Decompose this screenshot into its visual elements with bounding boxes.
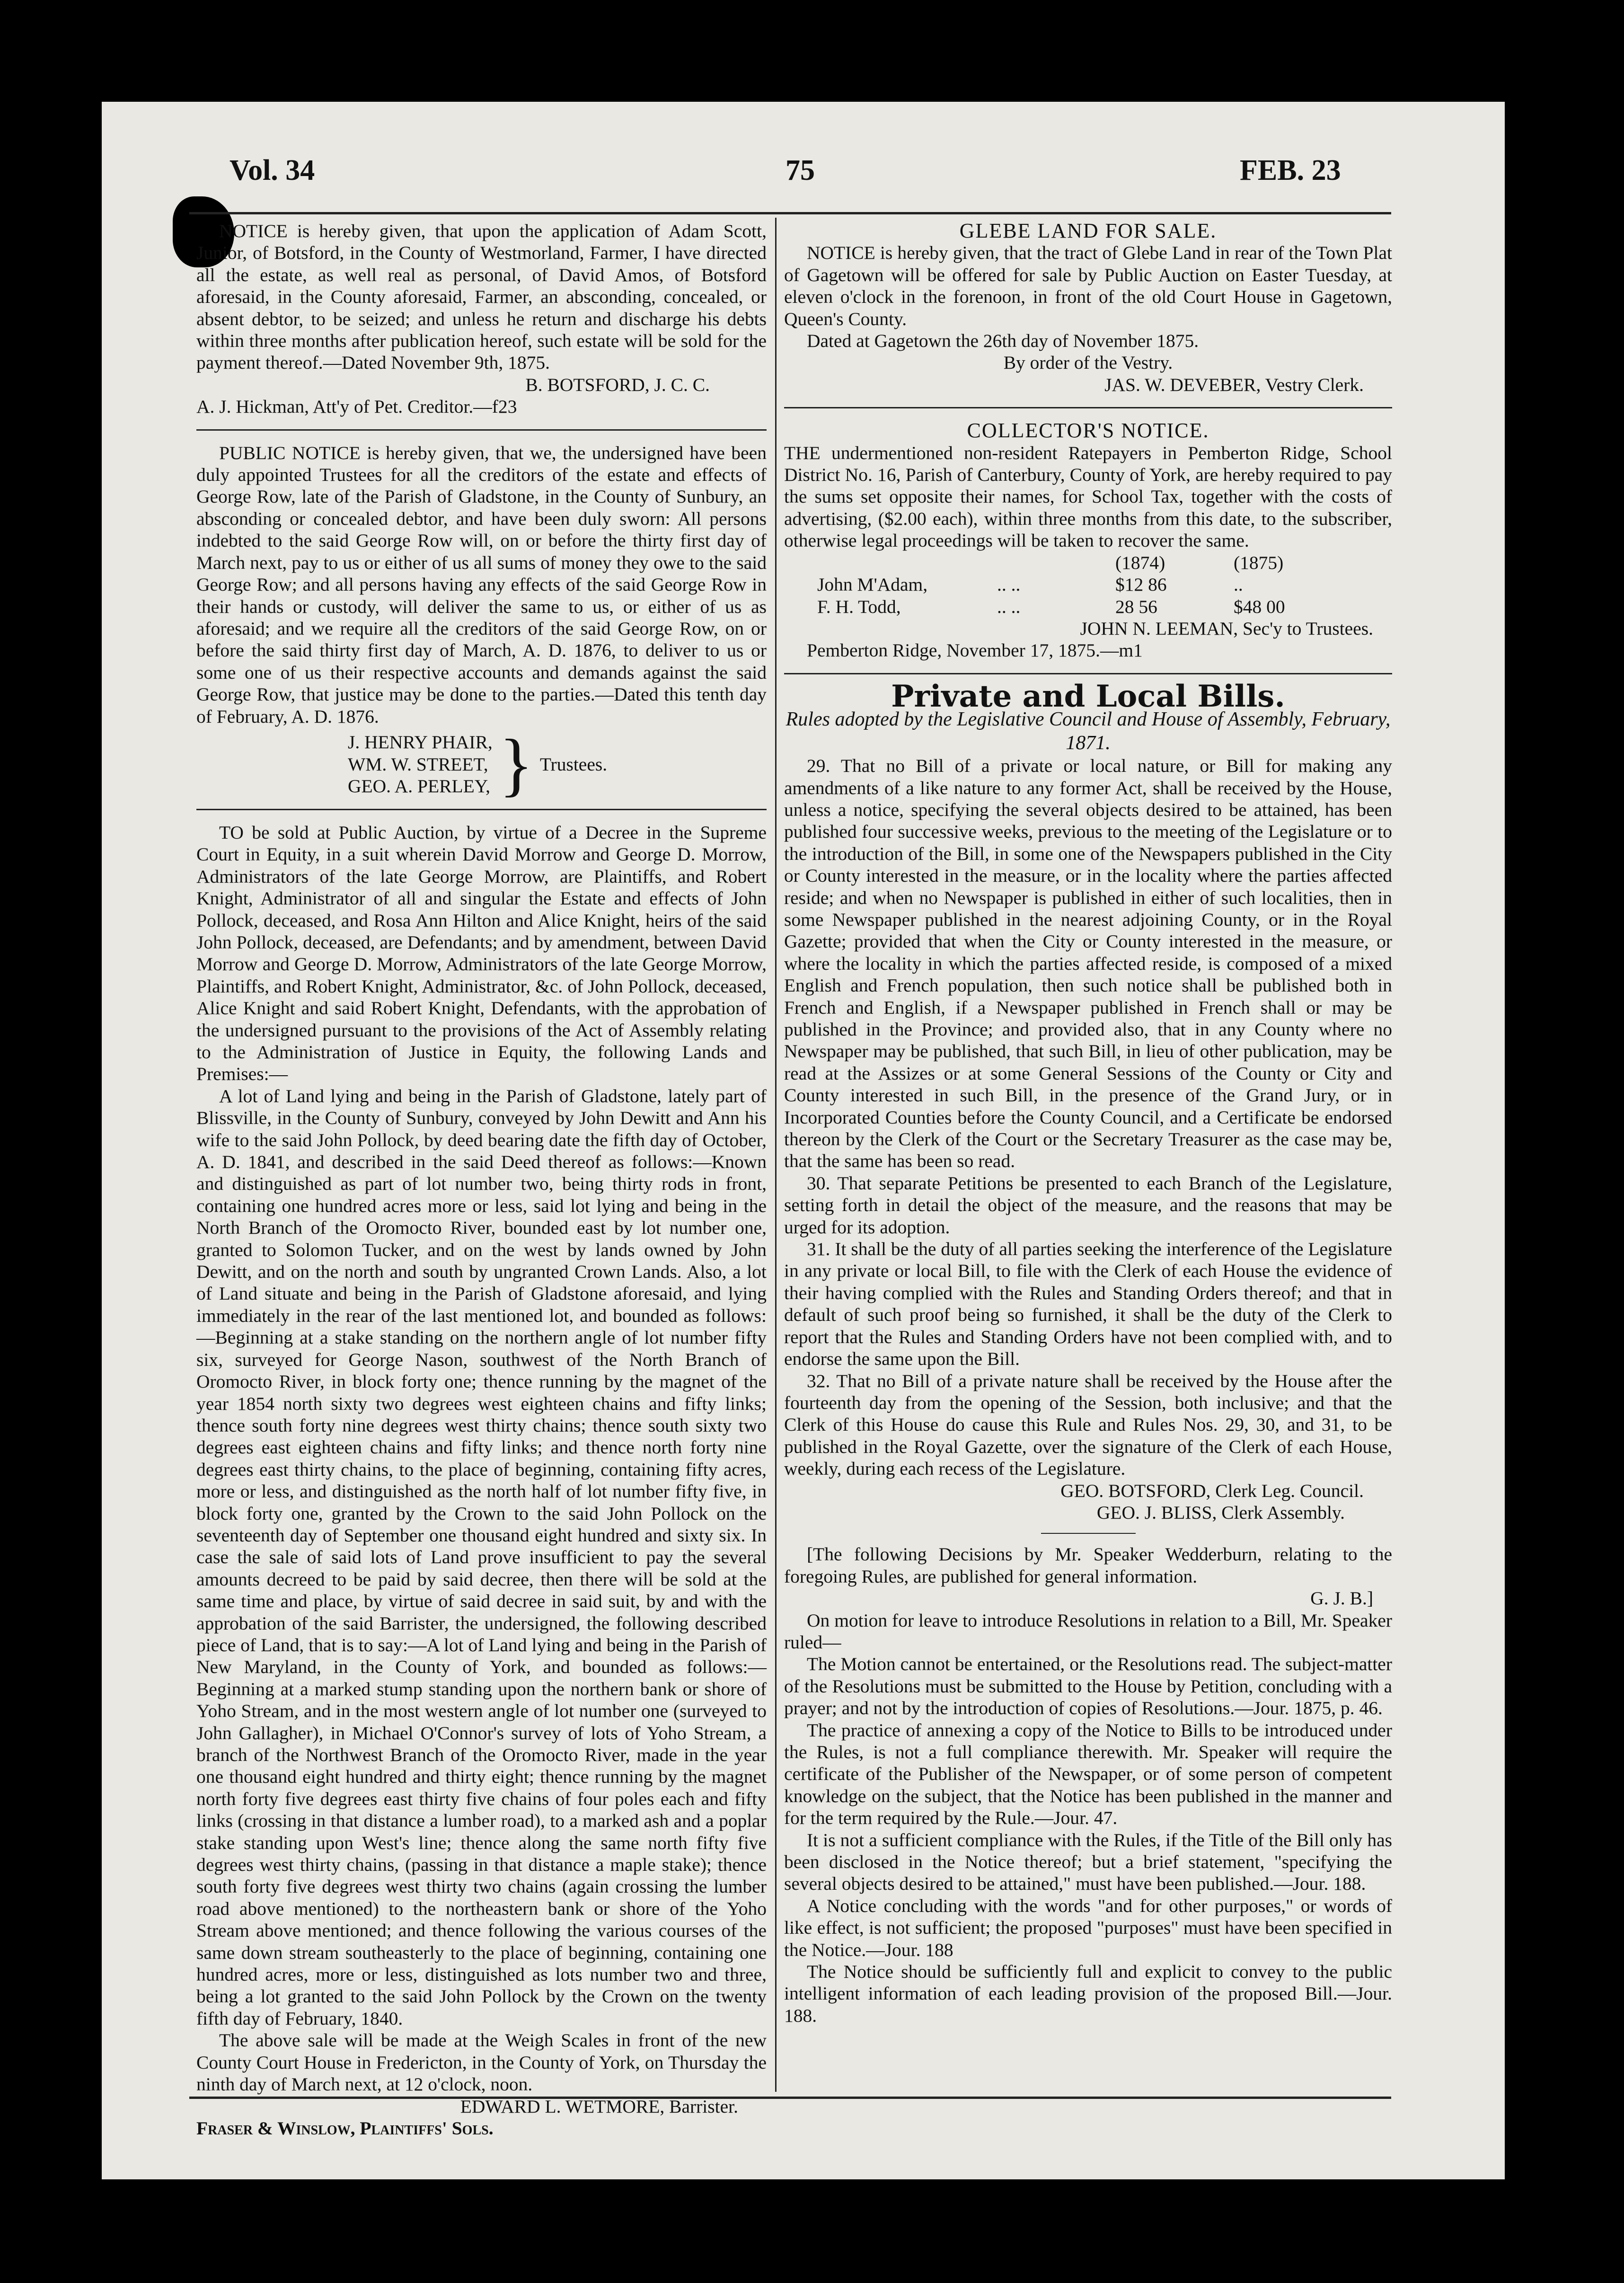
trustees-block [196,725,767,804]
trustee-names [348,731,493,797]
column-header: (1874) [1115,552,1165,573]
page-header [229,154,1365,196]
table-row [784,596,1392,618]
collector-dated: Pemberton Ridge, November 17, 1875.—m1 [807,640,1143,661]
rule-30: 30. That separate Petitions be presented to each Branch of the Legislature, setting forth in detail the object of the measure, and the reasons that may be urged for its adoption. [784,1172,1392,1238]
rule-32: 32. That no Bill of a private nature shall be received by the House after the fourteenth day from the opening of the Session, both inclusive; and that the Clerk of this House do cause this Rule and Rules Nos. 29, 30, and 31, to be published in the Royal Gazette, over the signature of the Clerk of each House, weekly, during each recess of the Legislature. [784,1370,1392,1479]
glebe-order: By order of the Vestry. [1003,352,1173,373]
bills-subtitle: Rules adopted by the Legislative Council and House of Assembly, February, 1871. [786,708,1391,754]
decision: The Notice should be sufficiently full and explicit to convey to the public intelligent information of each leading provision of the proposed Bill.—Jour. 188. [784,1961,1392,2026]
right-column [784,220,1392,2094]
notice-attorney: A. J. Hickman, Att'y of Pet. Creditor.—f23 [196,396,517,417]
clerk-assembly-signature: GEO. J. BLISS, Clerk Assembly. [1096,1502,1345,1523]
notice-body: PUBLIC NOTICE is hereby given, that we, the undersigned have been duly appointed Trustees for all the creditors of the estate and effects of George Row, late of the Parish of Gladstone, in the County of Sunbury, an absconding or concealed debtor, and have been duly sworn: All persons indebted to the said George Row will, on or before the thirty first day of March next, pay to us or either of us all sums of money they owe to the said George Row; and all persons having any effects of the said George Row in their hands or custody, will deliver the same to us, or either of us as aforesaid; and we require all the creditors of the said George Row, on or before the said thirty first day of March, A. D. 1876, to deliver to us or some one of us their respective accounts and demands against the said George Row, that justice may be done to the parties.—Dated this tenth day of February, A. D. 1876. [196,442,767,727]
auction-intro: TO be sold at Public Auction, by virtue of a Decree in the Supreme Court in Equity, in a suit wherein David Morrow and George D. Morrow, Administrators of the late George Morrow, are Plaintiffs, and Robert Knight, Administrator of all and singular the Estate and effects of John Pollock, deceased, and Rosa Ann Hilton and Alice Knight, heirs of the said John Pollock, deceased, are Defendants; and by amendment, between David Morrow and George D. Morrow, Administrators of the late George Morrow, Plaintiffs, and Robert Knight, Administrator, &c. of John Pollock, deceased, Alice Knight and said Robert Knight, Defendants, with the approbation of the undersigned pursuant to the provisions of the Act of Assembly relating to the Administration of Justice in Equity, the following Lands and Premises:— [196,822,767,1085]
notice-public-auction [196,822,767,2139]
short-rule [1041,1533,1136,1534]
separator [784,673,1392,674]
glebe-body: NOTICE is hereby given, that the tract of Glebe Land in rear of the Town Plat of Gagetown will be offered for sale by Public Auction on Easter Tuesday, at eleven o'clock in the forenoon, in front of the old Court House in Gagetown, Queen's County. [784,242,1392,329]
notice-signature: B. BOTSFORD, J. C. C. [525,374,710,395]
bills-title: Private and Local Bills. [891,678,1285,714]
decisions-intro: [The following Decisions by Mr. Speaker Wedderburn, relating to the foregoing Rules, are published for general information. [784,1544,1392,1587]
newspaper-page [102,102,1505,2179]
collector-signature: JOHN N. LEEMAN, Sec'y to Trustees. [1080,618,1373,639]
separator [196,429,767,431]
notice-absconding-debtor [196,220,767,418]
tax-1874: 28 56 [1115,596,1157,617]
auction-signature: EDWARD L. WETMORE, Barrister. [460,2096,738,2117]
decision: A Notice concluding with the words "and for other purposes," or words of like effect, is not sufficient; the proposed "purposes" must have been specified in the Notice.—Jour. 188 [784,1895,1392,1960]
notice-collector [784,420,1392,661]
volume-label: Vol. 34 [229,154,315,186]
trustee-name: J. HENRY PHAIR, [348,732,493,753]
auction-terms: The above sale will be made at the Weigh Scales in front of the new County Court House in Fredericton, in the County of York, on Thursday the ninth day of March next, at 12 o'clock, noon. [196,2030,767,2095]
header-rule [189,212,1391,214]
page-number: 75 [786,154,815,186]
ratepayer-name: F. H. Todd, [817,596,901,617]
separator [784,407,1392,408]
notice-trustees [196,442,767,804]
collector-title: COLLECTOR'S NOTICE. [967,419,1209,442]
decision: The Motion cannot be entertained, or the Resolutions read. The subject-matter of the Resolutions must be submitted to the House by Petition, concluding with a prayer; and not by the introduction of copies of Resolutions.—Jour. 1875, p. 46. [784,1654,1392,1719]
notice-glebe-land [784,220,1392,396]
column-header: (1875) [1234,552,1284,573]
glebe-title: GLEBE LAND FOR SALE. [959,219,1217,242]
tax-1875: .. [1234,574,1243,595]
decision: On motion for leave to introduce Resolutions in relation to a Bill, Mr. Speaker ruled— [784,1610,1392,1653]
decisions-initials: G. J. B.] [1310,1588,1373,1609]
decision: It is not a sufficient compliance with the Rules, if the Title of the Bill only has been disclosed in the Notice thereof; but a brief statement, "specifying the several objects desired to be attained," must have been published.—Jour. 188. [784,1829,1392,1894]
auction-solicitors: Fraser & Winslow, Plaintiffs' Sols. [196,2117,494,2139]
brace: } [499,725,533,804]
clerk-council-signature: GEO. BOTSFORD, Clerk Leg. Council. [1060,1480,1364,1501]
left-column [196,220,767,2139]
rule-29: 29. That no Bill of a private or local nature, or Bill for making any amendments of a like nature to any former Act, shall be received by the House, unless a notice, specifying the several objects desired to be attained, has been published four successive weeks, previous to the meeting of the Legislature or to the introduction of the Bill, in some one of the Newspapers published in the City or County interested in the measure, or in the locality where the parties affected reside; and when no Newspaper is published in either of such localities, then in some Newspaper published in the nearest adjoining County, or in the Royal Gazette; provided that when the City or County interested in the measure, or where the locality in which the parties affected reside, is composed of a mixed English and French population, then such notice shall be published both in French and English, if a Newspaper published in French shall or may be published in the Province; and provided also, that in any County where no Newspaper may be published, that such Bill, in lieu of other publication, may be read at the Assizes or at some General Sessions of the County or City and County interested in such Bill, in the presence of the Grand Jury, or in Incorporated Counties before the County Council, and a Certificate be endorsed thereon by the Clerk of the Court or the Secretary Treasurer as the case may be, that the same has been so read. [784,755,1392,1172]
notice-body: NOTICE is hereby given, that upon the application of Adam Scott, Junior, of Botsford, in the County of Westmorland, Farmer, I have directed all the estate, as well real as personal, of David Amos, of Botsford aforesaid, in the County aforesaid, Farmer, an absconding, concealed, or absent debtor, to be seized; and unless he return and discharge his debts within three months after publication hereof, such estate will be sold for the payment thereof.—Dated November 9th, 1875. [196,221,767,373]
private-local-bills [784,678,1392,2027]
glebe-signature: JAS. W. DEVEBER, Vestry Clerk. [1104,374,1364,395]
table-row [784,574,1392,595]
decision: The practice of annexing a copy of the Notice to Bills to be introduced under the Rules, is not a full compliance therewith. Mr. Speaker will require the certificate of the Publisher of the Newspaper, or of some person of competent knowledge on the subject, that the Notice has been published in the manner and for the term required by the Rule.—Jour. 47. [784,1719,1392,1829]
leader-dots: .. .. [997,596,1021,617]
trustees-label: Trustees. [539,753,608,775]
issue-date: FEB. 23 [1240,154,1341,186]
ratepayer-name: John M'Adam, [817,574,928,595]
glebe-dated: Dated at Gagetown the 26th day of November 1875. [807,330,1199,352]
tax-1875: $48 00 [1234,596,1285,617]
trustee-name: GEO. A. PERLEY, [348,776,491,797]
collector-body: THE undermentioned non-resident Ratepayers in Pemberton Ridge, School District No. 16, Parish of Canterbury, County of York, are hereby required to pay the sums set opposite their names, for School Tax, together with the costs of advertising, ($2.00 each), within three months from this date, to the subscriber, otherwise legal proceedings will be taken to recover the same. [784,442,1392,551]
rule-31: 31. It shall be the duty of all parties seeking the interference of the Legislature in any private or local Bill, to file with the Clerk of each House the evidence of their having complied with the Rules and Standing Orders thereof; and that in default of such proof being so furnished, it shall be the duty of the Clerk to report that the Rules and Standing Orders have not been complied with, and to endorse the same upon the Bill. [784,1239,1392,1370]
leader-dots: .. .. [997,574,1021,595]
auction-description: A lot of Land lying and being in the Parish of Gladstone, lately part of Blissville, in the County of Sunbury, conveyed by John Dewitt and Ann his wife to the said John Pollock, by deed bearing date the fifth day of October, A. D. 1841, and described in the said Deed thereof as follows:—Known and distinguished as part of lot number two, being thirty rods in front, containing one hundred acres more or less, said lot lying and being in the North Branch of the Oromocto River, bounded east by lot number one, granted to Solomon Tucker, and on the west by lands owned by John Dewitt, and on the north and south by ungranted Crown Lands. Also, a lot of Land situate and being in the Parish of Gladstone aforesaid, and lying immediately in the rear of the last mentioned lot, and bounded as follows:—Beginning at a stake standing on the northern angle of lot number fifty six, surveyed for George Nason, southwest of the North Branch of Oromocto River, in block forty one; thence running by the magnet of the year 1854 north sixty two degrees west eighteen chains and fifty links; thence south forty nine degrees west thirty chains; thence south sixty two degrees east eighteen chains and fifty links; and thence north forty nine degrees east thirty chains, to the place of beginning, containing fifty acres, more or less, and distinguished as the north half of lot number fifty five, in block forty one, granted by the Crown to the said John Pollock on the seventeenth day of September one thousand eight hundred and sixty six. In case the sale of said lots of Land prove insufficient to pay the several amounts decreed to be paid by said decree, then there will be sold at the same time and place, by virtue of said decree in said suit, by and with the approbation of the said Barrister, the undersigned, the following described piece of Land, that is to say:—A lot of Land lying and being in the Parish of New Maryland, in the County of York, and bounded as follows:—Beginning at a marked stump standing upon the northern bank or shore of Yoho Stream, and in the most western angle of lot number one (surveyed to John Gallagher), in Michael O'Connor's survey of lots of Yoho Stream, a branch of the Northwest Branch of the Oromocto River, made in the year one thousand eight hundred and thirty eight; thence running by the magnet north forty five degrees east thirty five chains of four poles each and fifty links (crossing in that distance a lumber road), to a marked ash and a poplar stake standing upon West's line; thence along the same north fifty five degrees west thirty chains, (passing in that distance a maple stake); thence south forty five degrees west thirty two chains (again crossing the lumber road above mentioned) to the northeastern bank or shore of the Yoho Stream above mentioned; and thence following the various courses of the same down stream southeasterly to the place of beginning, containing one hundred acres, more or less, distinguished as lots number two and three, being a lot granted to the said John Pollock by the Crown on the twenty fifth day of February, 1840. [196,1085,767,2029]
trustee-name: WM. W. STREET, [348,753,488,775]
separator [196,809,767,810]
column-divider [775,218,777,2092]
tax-1874: $12 86 [1115,574,1167,595]
tax-table-header [784,552,1392,574]
